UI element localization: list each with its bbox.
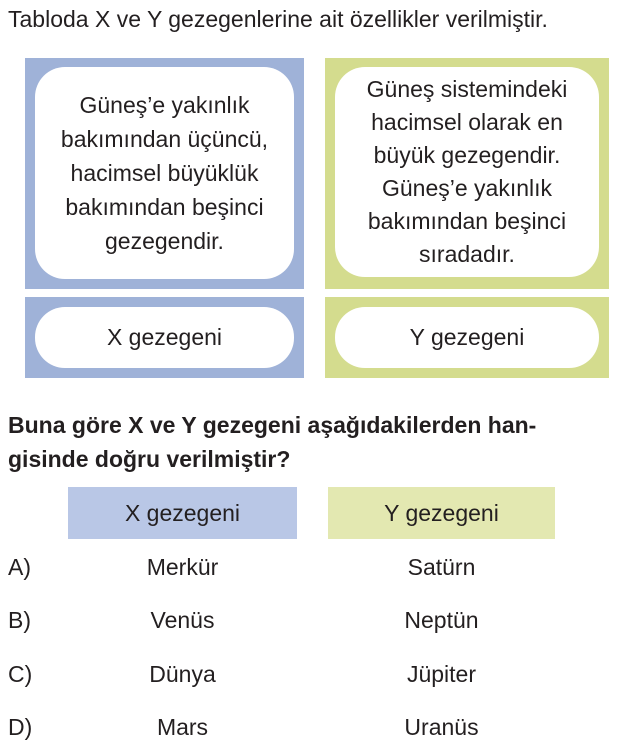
- y-desc-line: büyük gezegendir.: [373, 142, 561, 168]
- option-x-value: Dünya: [149, 661, 216, 687]
- option-letter: C): [8, 661, 33, 687]
- x-desc-line: bakımından üçüncü,: [60, 126, 269, 152]
- y-desc-line: sıradadır.: [419, 241, 515, 267]
- table-header-x: X gezegeni: [68, 487, 297, 539]
- x-label-card: X gezegeni: [35, 307, 294, 368]
- option-row-a[interactable]: [0, 548, 626, 588]
- y-desc-line: bakımından beşinci: [367, 208, 567, 234]
- option-letter: A): [8, 554, 31, 580]
- option-x-value: Merkür: [146, 554, 219, 580]
- y-desc-line: hacimsel olarak en: [371, 109, 563, 135]
- y-desc-line: Güneş sistemindeki: [366, 76, 568, 102]
- option-y-value: Jüpiter: [406, 661, 477, 687]
- x-desc-line: hacimsel büyüklük: [70, 160, 259, 186]
- question-text: [8, 408, 536, 476]
- intro-text: Tabloda X ve Y gezegenlerine ait özellikler verilmiştir.: [8, 6, 548, 32]
- x-desc-line: Güneş’e yakınlık: [79, 92, 250, 118]
- x-description-card: [35, 67, 294, 279]
- option-row-d[interactable]: [0, 708, 626, 748]
- question-line-2: gisinde doğru verilmiştir?: [8, 446, 291, 472]
- x-desc-line: bakımından beşinci: [65, 194, 264, 220]
- y-label-card: Y gezegeni: [335, 307, 599, 368]
- option-x-value: Mars: [156, 714, 209, 740]
- option-y-value: Satürn: [407, 554, 476, 580]
- y-description-card: [335, 67, 599, 277]
- option-y-value: Neptün: [404, 607, 479, 633]
- question-line-1: Buna göre X ve Y gezegeni aşağıdakilerden han-: [8, 412, 537, 438]
- y-desc-line: Güneş’e yakınlık: [381, 175, 552, 201]
- x-desc-line: gezegendir.: [105, 228, 224, 254]
- option-letter: B): [8, 607, 31, 633]
- table-header-y: Y gezegeni: [328, 487, 555, 539]
- option-row-c[interactable]: [0, 655, 626, 695]
- option-row-b[interactable]: [0, 601, 626, 641]
- option-x-value: Venüs: [150, 607, 215, 633]
- option-letter: D): [8, 714, 33, 740]
- option-y-value: Uranüs: [404, 714, 479, 740]
